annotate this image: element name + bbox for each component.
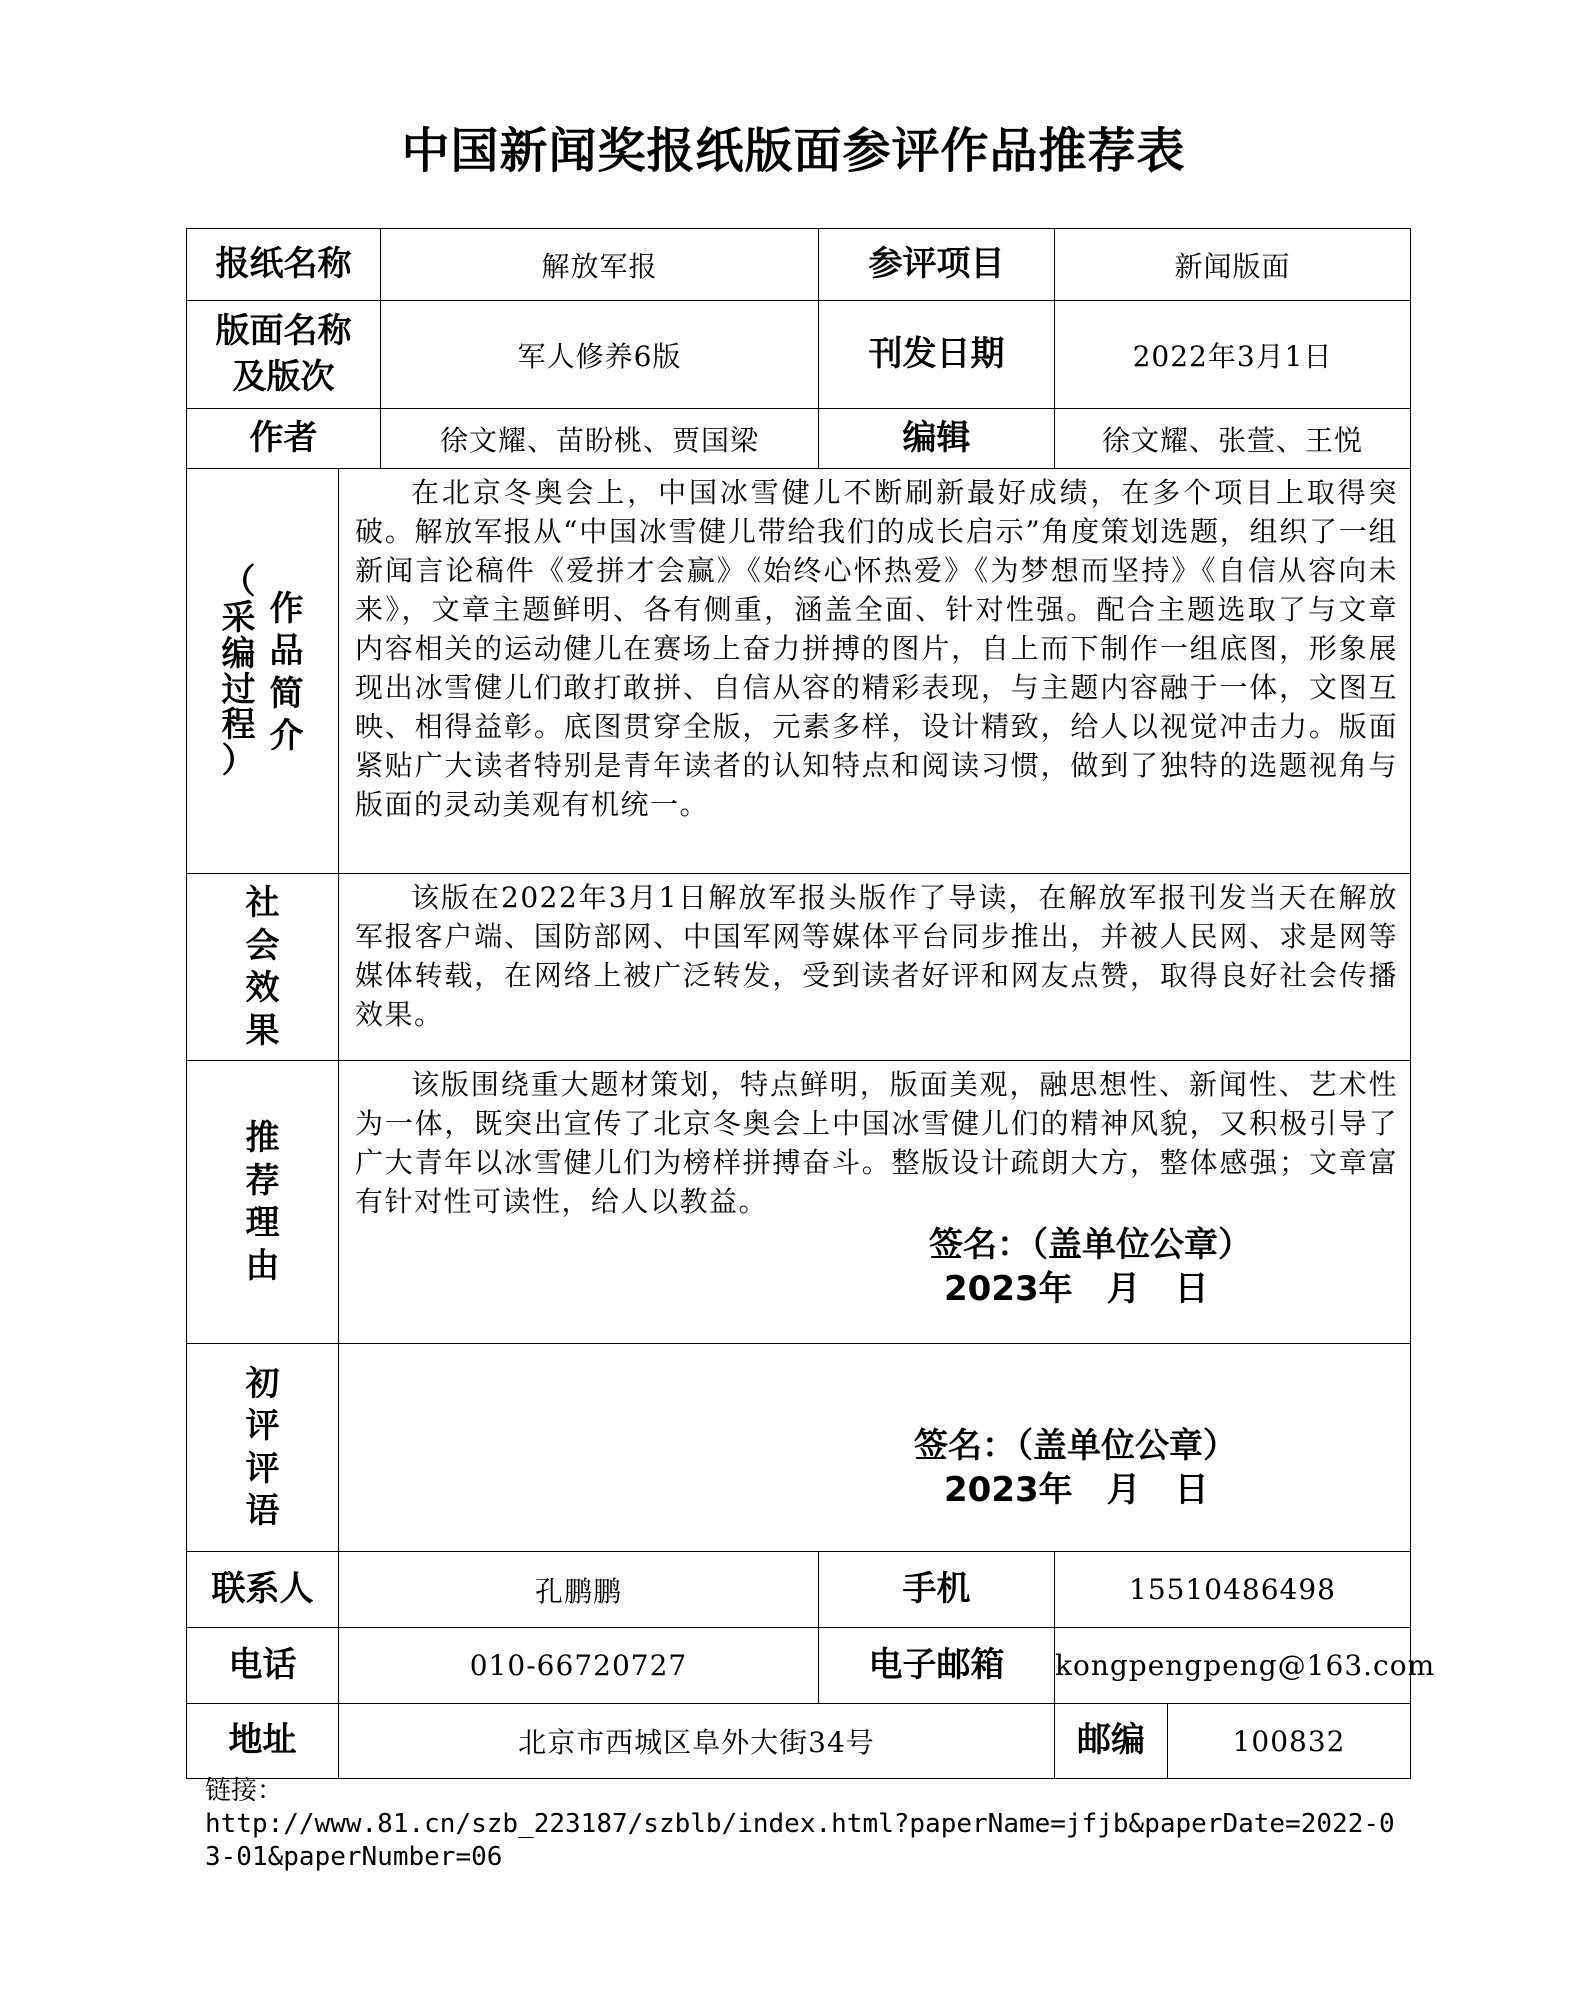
review-signature: 签名：（盖单位公章） xyxy=(914,1426,1237,1466)
page-value: 军人修养6版 xyxy=(381,301,819,409)
newspaper-label: 报纸名称 xyxy=(187,229,381,301)
author-value: 徐文耀、苗盼桃、贾国梁 xyxy=(381,409,819,469)
reason-label: 推 荐 理 由 xyxy=(187,1061,339,1344)
email-label: 电子邮箱 xyxy=(819,1628,1055,1704)
editor-value: 徐文耀、张萱、王悦 xyxy=(1055,409,1411,469)
editor-label: 编辑 xyxy=(819,409,1055,469)
effect-cell xyxy=(339,874,1411,1061)
link-label: 链接： xyxy=(205,1776,284,1806)
contact-person-value: 孔鹏鹏 xyxy=(339,1552,819,1628)
page-label-line2: 及版次 xyxy=(232,356,335,397)
postcode-label: 邮编 xyxy=(1055,1704,1168,1779)
pub-date-label: 刊发日期 xyxy=(819,301,1055,409)
address-value: 北京市西城区阜外大街34号 xyxy=(339,1704,1055,1779)
email-value: kongpengpeng@163.com xyxy=(1055,1628,1411,1704)
effect-text: 该版在2022年3月1日解放军报头版作了导读，在解放军报刊发当天在解放军报客户端、国防部网、中国军网等媒体平台同步推出，并被人民网、求是网等媒体转载，在网络上被广泛转发，受到读者好评和网友点赞，取得良好社会传播效果。 xyxy=(355,881,1399,1031)
intro-label-main: 作 品 简 介 xyxy=(269,588,304,756)
review-cell xyxy=(339,1344,1411,1552)
review-date: 2023年 月 日 xyxy=(944,1470,1209,1510)
review-label: 初 评 评 语 xyxy=(187,1344,339,1552)
reason-signature: 签名：（盖单位公章） xyxy=(929,1225,1252,1265)
row-author xyxy=(187,409,1411,469)
page-label-line1: 版面名称 xyxy=(215,310,352,351)
contact-person-label: 联系人 xyxy=(187,1552,339,1628)
page-title: 中国新闻奖报纸版面参评作品推荐表 xyxy=(401,123,1186,179)
pub-date-value: 2022年3月1日 xyxy=(1055,301,1411,409)
reason-date: 2023年 月 日 xyxy=(944,1269,1209,1309)
link-block xyxy=(205,1775,1405,1874)
phone-value: 010-66720727 xyxy=(339,1628,819,1704)
recommendation-form xyxy=(186,228,1436,1779)
row-address xyxy=(187,1704,1411,1779)
intro-label xyxy=(187,469,339,874)
intro-text: 在北京冬奥会上，中国冰雪健儿不断刷新最好成绩，在多个项目上取得突破。解放军报从“中国冰雪健儿带给我们的成长启示”角度策划选题，组织了一组新闻言论稿件《爱拼才会赢》《始终心怀热爱》《为梦想而坚持》《自信从容向未来》，文章主题鲜明、各有侧重，涵盖全面、针对性强。配合主题选取了与文章内容相关的运动健儿在赛场上奋力拼搏的图片，自上而下制作一组底图，形象展现出冰雪健儿们敢打敢拼、自信从容的精彩表现，与主题内容融于一体，文图互映、相得益彰。底图贯穿全版，元素多样，设计精致，给人以视觉冲击力。版面紧贴广大读者特别是青年读者的认知特点和阅读习惯，做到了独特的选题视角与版面的灵动美观有机统一。 xyxy=(355,476,1399,821)
address-label: 地址 xyxy=(187,1704,339,1779)
effect-label: 社 会 效 果 xyxy=(187,874,339,1061)
row-reason xyxy=(187,1061,1411,1344)
row-review xyxy=(187,1344,1411,1552)
intro-cell xyxy=(339,469,1411,874)
row-intro xyxy=(187,469,1411,874)
newspaper-value: 解放军报 xyxy=(381,229,819,301)
author-label: 作者 xyxy=(187,409,381,469)
row-newspaper xyxy=(187,229,1411,301)
mobile-label: 手机 xyxy=(819,1552,1055,1628)
link-url[interactable]: http://www.81.cn/szb_223187/szblb/index.html?paperName=jfjb&paperDate=2022-03-01&paperNumber=06 xyxy=(205,1809,1395,1872)
row-page xyxy=(187,301,1411,409)
row-phone xyxy=(187,1628,1411,1704)
category-label: 参评项目 xyxy=(819,229,1055,301)
category-value: 新闻版面 xyxy=(1055,229,1411,301)
reason-cell xyxy=(339,1061,1411,1344)
phone-label: 电话 xyxy=(187,1628,339,1704)
row-contact-person xyxy=(187,1552,1411,1628)
row-effect xyxy=(187,874,1411,1061)
reason-text: 该版围绕重大题材策划，特点鲜明，版面美观，融思想性、新闻性、艺术性为一体，既突出宣传了北京冬奥会上中国冰雪健儿们的精神风貌，又积极引导了广大青年以冰雪健儿们为榜样拼搏奋斗。整版设计疏朗大方，整体感强；文章富有针对性可读性，给人以教益。 xyxy=(355,1068,1399,1218)
intro-label-sub: （ 采 编 过 程 ） xyxy=(221,562,256,781)
postcode-value: 100832 xyxy=(1168,1704,1411,1779)
mobile-value: 15510486498 xyxy=(1055,1552,1411,1628)
page-label xyxy=(187,301,381,409)
